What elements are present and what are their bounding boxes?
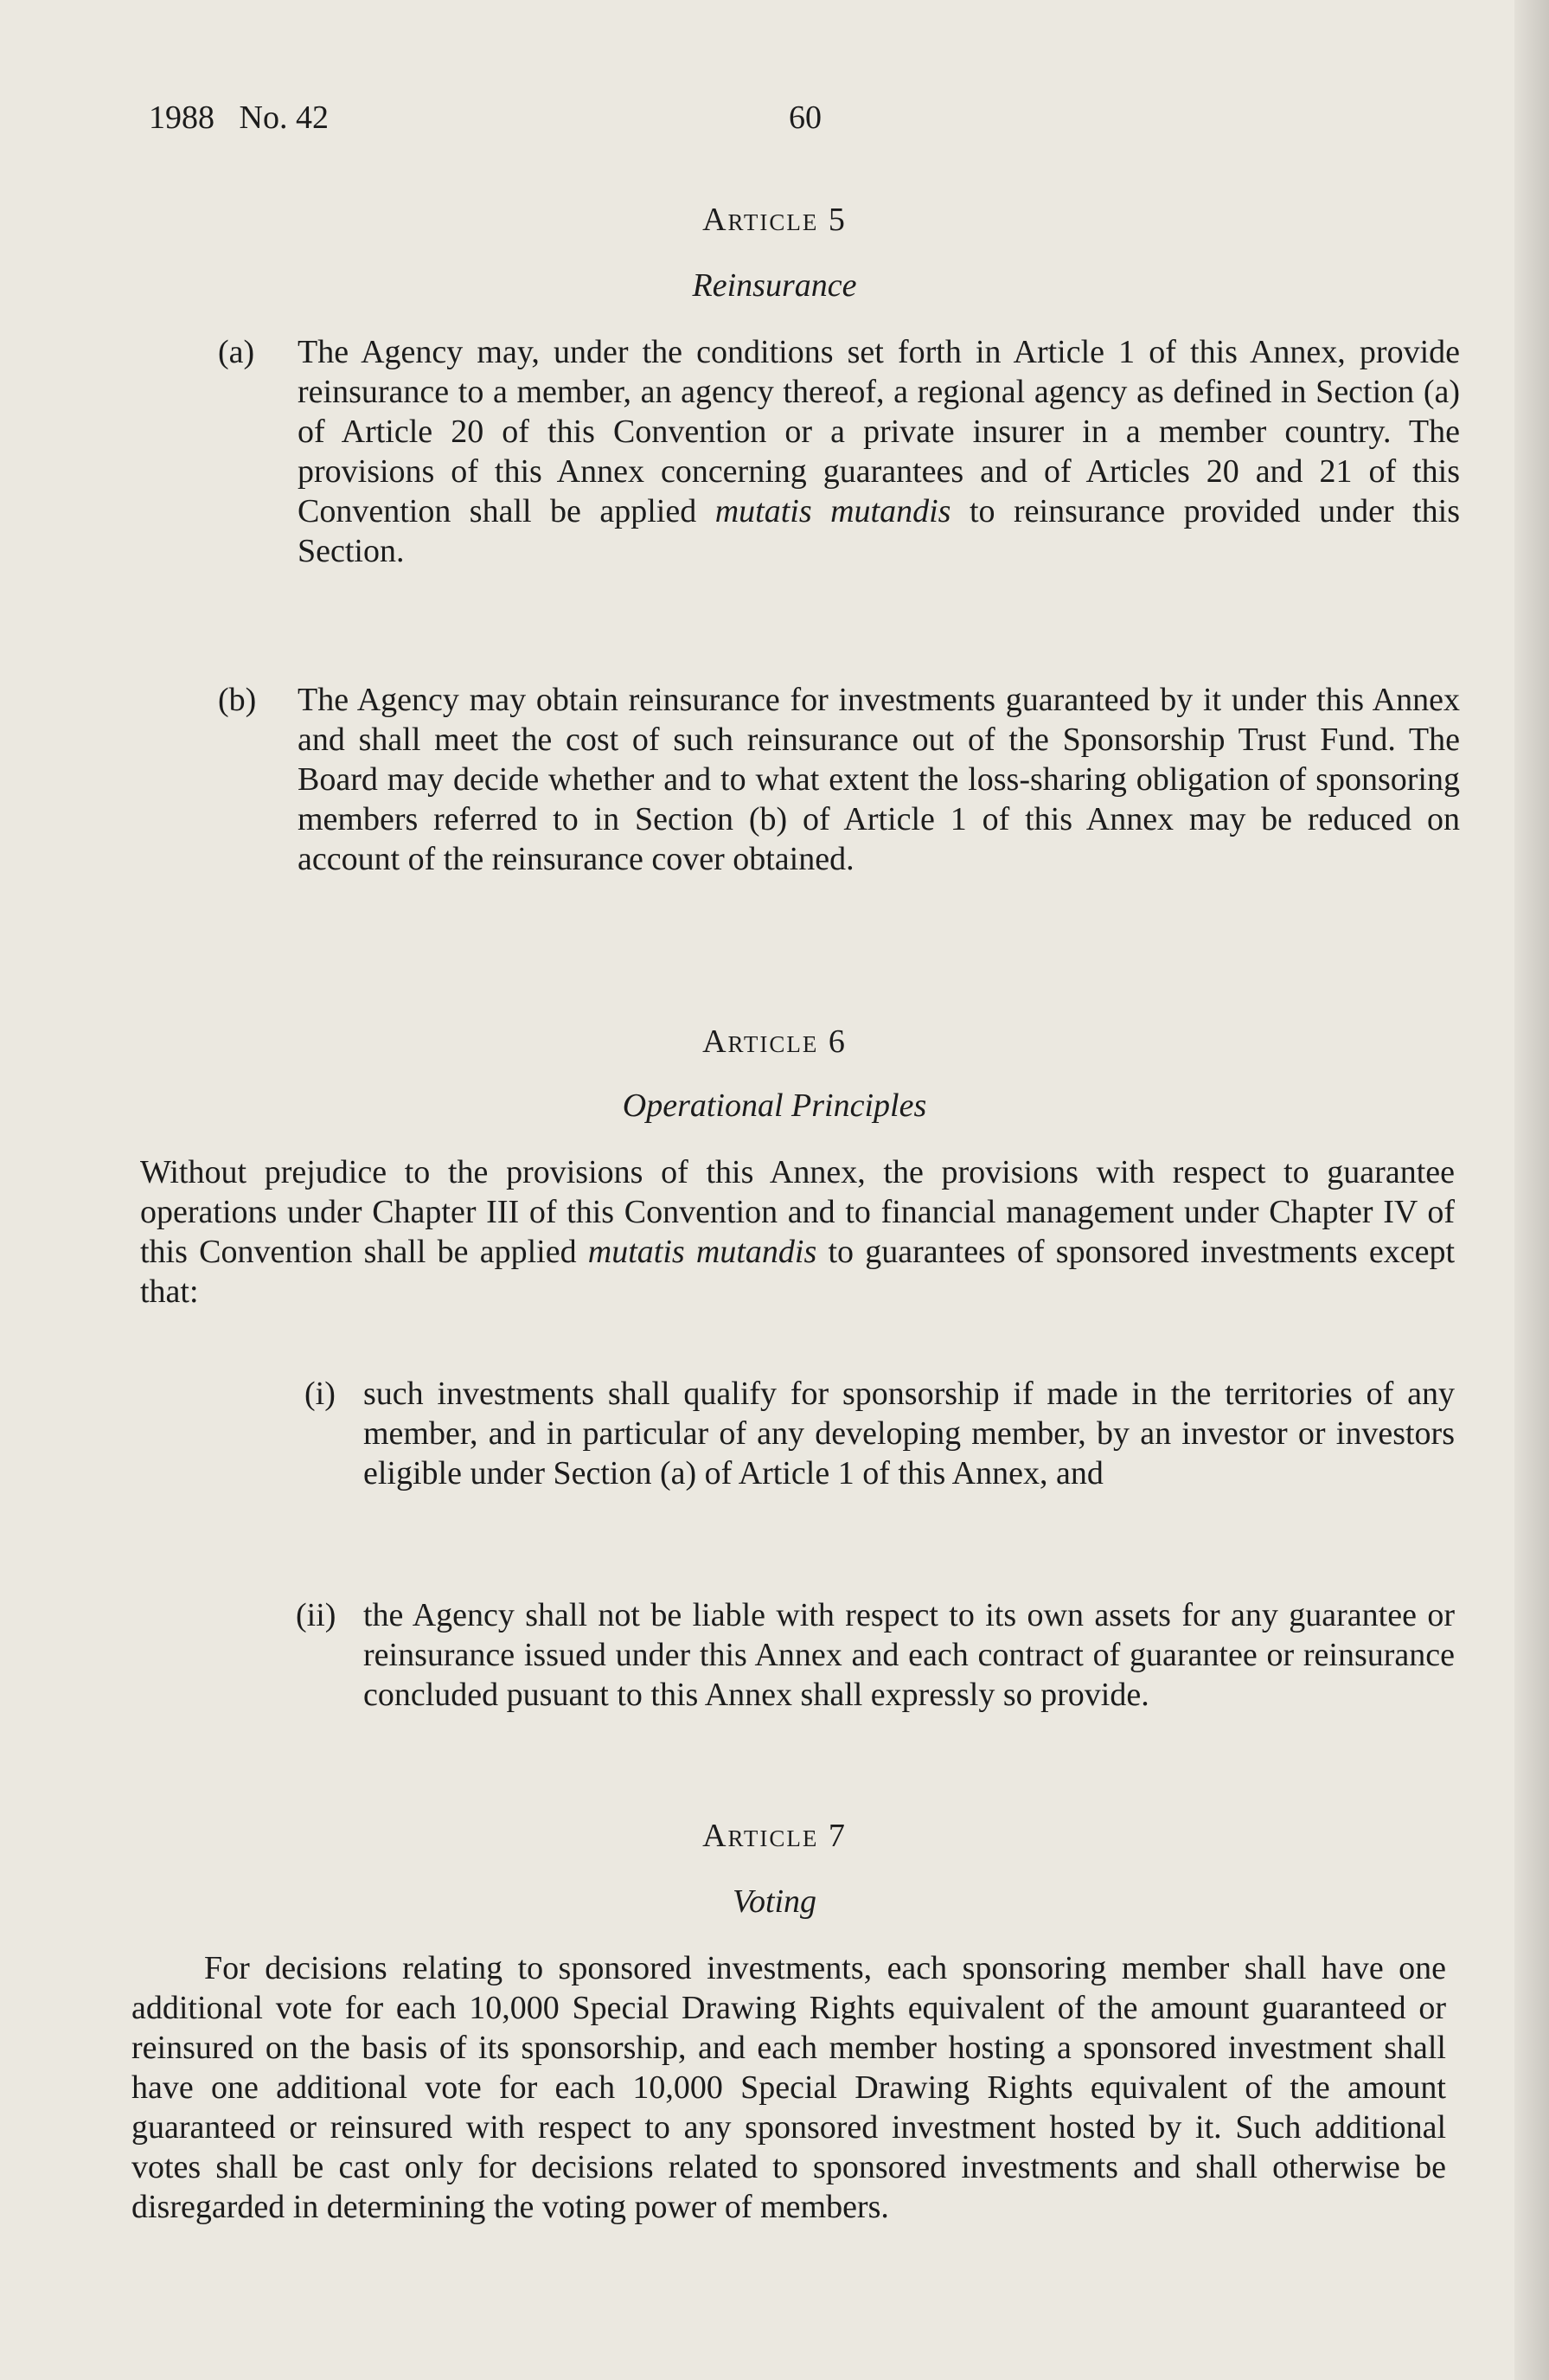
section-label: (a) xyxy=(218,334,255,370)
article-6-intro: Without prejudice to the provisions of this Annex, the provisions with respect to guarantee operations under Chapter III of this Convention and to financial management under Chapter IV of this Convention shall be applied mutatis mutandis to guarantees of sponsored investments except that: xyxy=(140,1154,1456,1310)
section-text: The Agency may obtain reinsurance for investments guaranteed by it under this Annex and shall meet the cost of such reinsurance out of the Sponsorship Trust Fund. The Board may decide whether and to what extent the loss-sharing obligation of sponsoring members referred to in Section (b) of Article 1 of this Annex may be reduced on account of the reinsurance cover obtained. xyxy=(298,682,1460,877)
article-7-heading: Article 7 xyxy=(702,1818,847,1854)
page-number: 60 xyxy=(789,99,822,136)
page-edge-shadow xyxy=(1514,0,1549,2380)
article-7-text: For decisions relating to sponsored investments, each sponsoring member shall have one additional vote for each 10,000 Special Drawing Rights equivalent of the amount guaranteed or reinsured on the basis of its sponsorship, and each member hosting a sponsored investment shall have one additional vote for each 10,000 Special Drawing Rights equivalent of the amount guaranteed or reinsured with respect to any sponsored investment hosted by it. Such additional votes shall be cast only for decisions related to sponsored investments and shall otherwise be disregarded in determining the voting power of members. xyxy=(131,1950,1446,2225)
latin-phrase: mutatis mutandis xyxy=(587,1234,817,1270)
article-5-subheading: Reinsurance xyxy=(692,267,857,304)
header-year-number: 1988 No. 42 xyxy=(149,99,329,136)
article-7-subheading: Voting xyxy=(732,1883,817,1920)
clause-label: (i) xyxy=(304,1376,336,1412)
clause-text: the Agency shall not be liable with respect to its own assets for any guarantee or reinsurance issued under this Annex and each contract of guarantee or reinsurance concluded pusuant to this Annex shall expressly so provide. xyxy=(363,1597,1455,1713)
article-6-heading: Article 6 xyxy=(702,1023,847,1060)
latin-phrase: mutatis mutandis xyxy=(714,493,951,529)
section-label: (b) xyxy=(218,682,257,718)
article-6-subheading: Operational Principles xyxy=(622,1087,927,1124)
clause-text: such investments shall qualify for sponsorship if made in the territories of any member, and in particular of any developing member, by an investor or investors eligible under Section (a) of Article 1 of this Annex, and xyxy=(363,1376,1455,1492)
clause-label: (ii) xyxy=(296,1597,336,1633)
section-text: The Agency may, under the conditions set forth in Article 1 of this Annex, provide reinsurance to a member, an agency thereof, a regional agency as defined in Section (a) of Article 20 of this Convention or a private insurer in a member country. The provisions of this Annex concerning guarantees and of Articles 20 and 21 of this Convention shall be applied mutatis mutandis to reinsurance provided under this Section. xyxy=(298,334,1461,569)
article-5-heading: Article 5 xyxy=(702,202,847,238)
